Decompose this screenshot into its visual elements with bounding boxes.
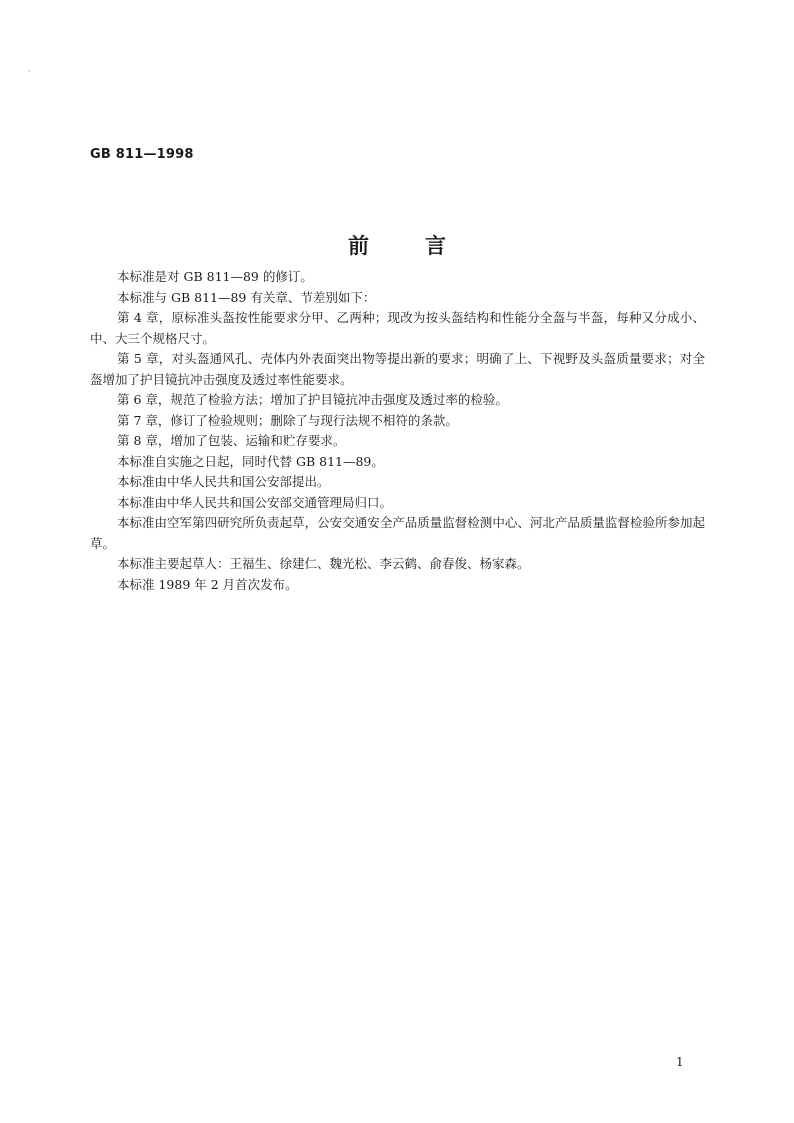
paragraph-first-issued: 本标准 1989 年 2 月首次发布。: [117, 576, 298, 592]
page-title: 前言: [348, 234, 502, 258]
paragraph-chapter-6: 第 6 章，规范了检验方法；增加了护目镜抗冲击强度及透过率的检验。: [117, 392, 508, 407]
paragraph-drafted-by: 本标准由空军第四研究所负责起草，公安交通安全产品质量监督检测中心、河北产品质量监督检验所参加起草。: [90, 515, 705, 551]
paragraph-chapter-8: 第 8 章，增加了包装、运输和贮存要求。: [117, 433, 346, 448]
paragraph-main-drafters: 本标准主要起草人：王福生、徐建仁、魏光松、李云鹤、俞春俊、杨家森。: [117, 556, 530, 571]
paragraph-managed-by: 本标准由中华人民共和国公安部交通管理局归口。: [117, 494, 393, 510]
paragraph-chapter-4: 第 4 章，原标准头盔按性能要求分甲、乙两种；现改为按头盔结构和性能分全盔与半盔，每种又分成小、中、大三个规格尺寸。: [90, 310, 705, 346]
paragraph-revision-of: 本标准是对 GB 811—89 的修订。: [117, 269, 313, 284]
paragraph-proposed-by: 本标准由中华人民共和国公安部提出。: [117, 474, 330, 489]
paragraph-replaces: 本标准自实施之日起，同时代替 GB 811—89。: [117, 453, 384, 469]
paragraph-chapter-7: 第 7 章，修订了检验规则；删除了与现行法规不相符的条款。: [117, 412, 458, 428]
scan-speck: [28, 70, 31, 72]
page-number: 1: [676, 1055, 684, 1069]
paragraph-chapter-5: 第 5 章，对头盔通风孔、壳体内外表面突出物等提出新的要求；明确了上、下视野及头盔质量要求；对全盔增加了护目镜抗冲击强度及透过率性能要求。: [90, 351, 705, 387]
paragraph-differences-intro: 本标准与 GB 811—89 有关章、节差别如下：: [117, 289, 376, 305]
standard-code: GB 811—1998: [90, 147, 194, 162]
foreword-body: [90, 267, 705, 595]
